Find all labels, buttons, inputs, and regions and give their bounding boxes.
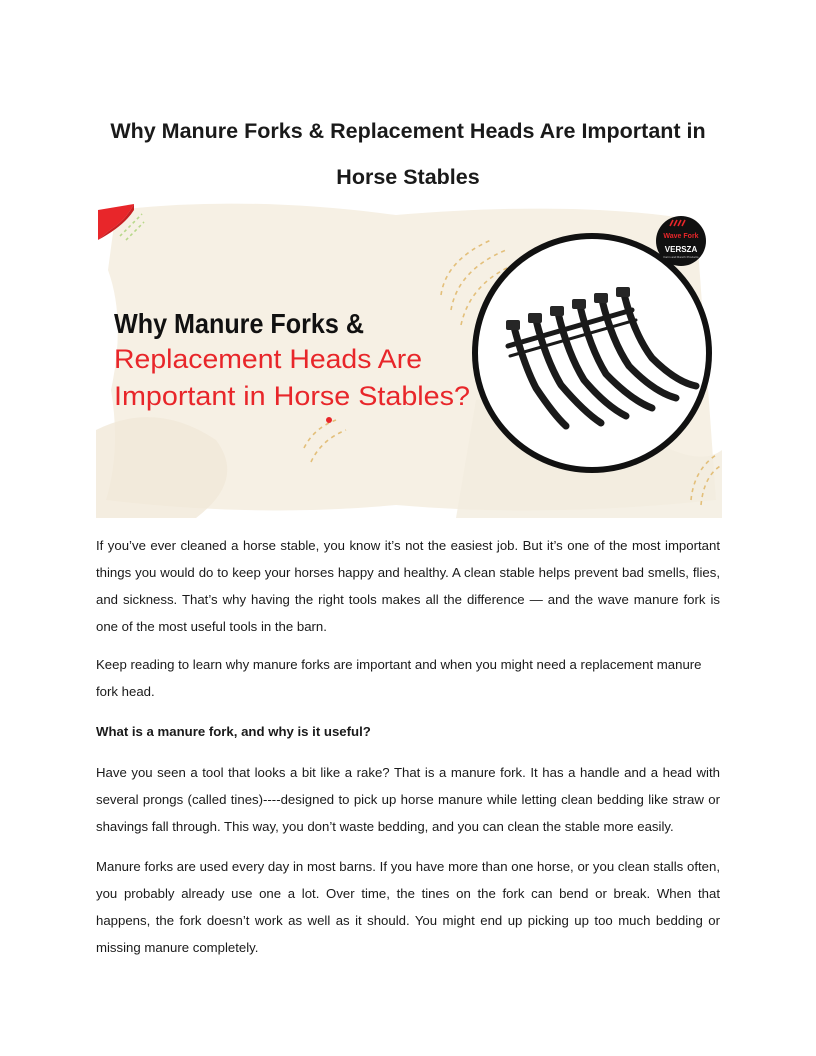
section-heading: What is a manure fork, and why is it useful? — [96, 724, 371, 739]
paragraph-intro: If you’ve ever cleaned a horse stable, you know it’s not the easiest job. But it’s one of the most important things you would do to keep your horses happy and healthy. A clean stable helps prevent bad smells, flies, and sickness. That’s why having the right tools makes all the difference — and the wave manure fork is one of the most useful tools in the barn. — [96, 538, 720, 634]
svg-text:Wave Fork: Wave Fork — [663, 233, 699, 240]
svg-text:VERSZA: VERSZA — [664, 245, 698, 254]
red-dot — [326, 417, 332, 423]
paragraph-daily-use: Manure forks are used every day in most barns. If you have more than one horse, or you clean stalls often, you probably already use one a lot. Over time, the tines on the fork can bend or break. When that happens, the fork doesn’t work as well as it should. You might end up picking up too much bedding or missing manure completely. — [96, 859, 720, 955]
page-title: Why Manure Forks & Replacement Heads Are Important in Horse Stables — [110, 119, 706, 189]
banner-headline-line1: Why Manure Forks & — [114, 308, 364, 339]
fork-head-image — [475, 236, 709, 470]
banner-headline-line2: Replacement Heads Are — [114, 344, 422, 374]
svg-text:Farm and Ranch Products: Farm and Ranch Products — [663, 255, 699, 259]
versza-logo — [656, 216, 706, 266]
paragraph-keep-reading: Keep reading to learn why manure forks are important and when you might need a replacement manure fork head. — [96, 657, 702, 699]
banner-image — [96, 200, 722, 518]
paragraph-what-is-fork: Have you seen a tool that looks a bit like a rake? That is a manure fork. It has a handle and a head with several prongs (called tines)----designed to pick up horse manure while letting clean bedding like straw or shavings fall through. This way, you don’t waste bedding, and you can clean the stable more easily. — [96, 765, 720, 834]
banner-headline-line3: Important in Horse Stables? — [114, 381, 470, 411]
